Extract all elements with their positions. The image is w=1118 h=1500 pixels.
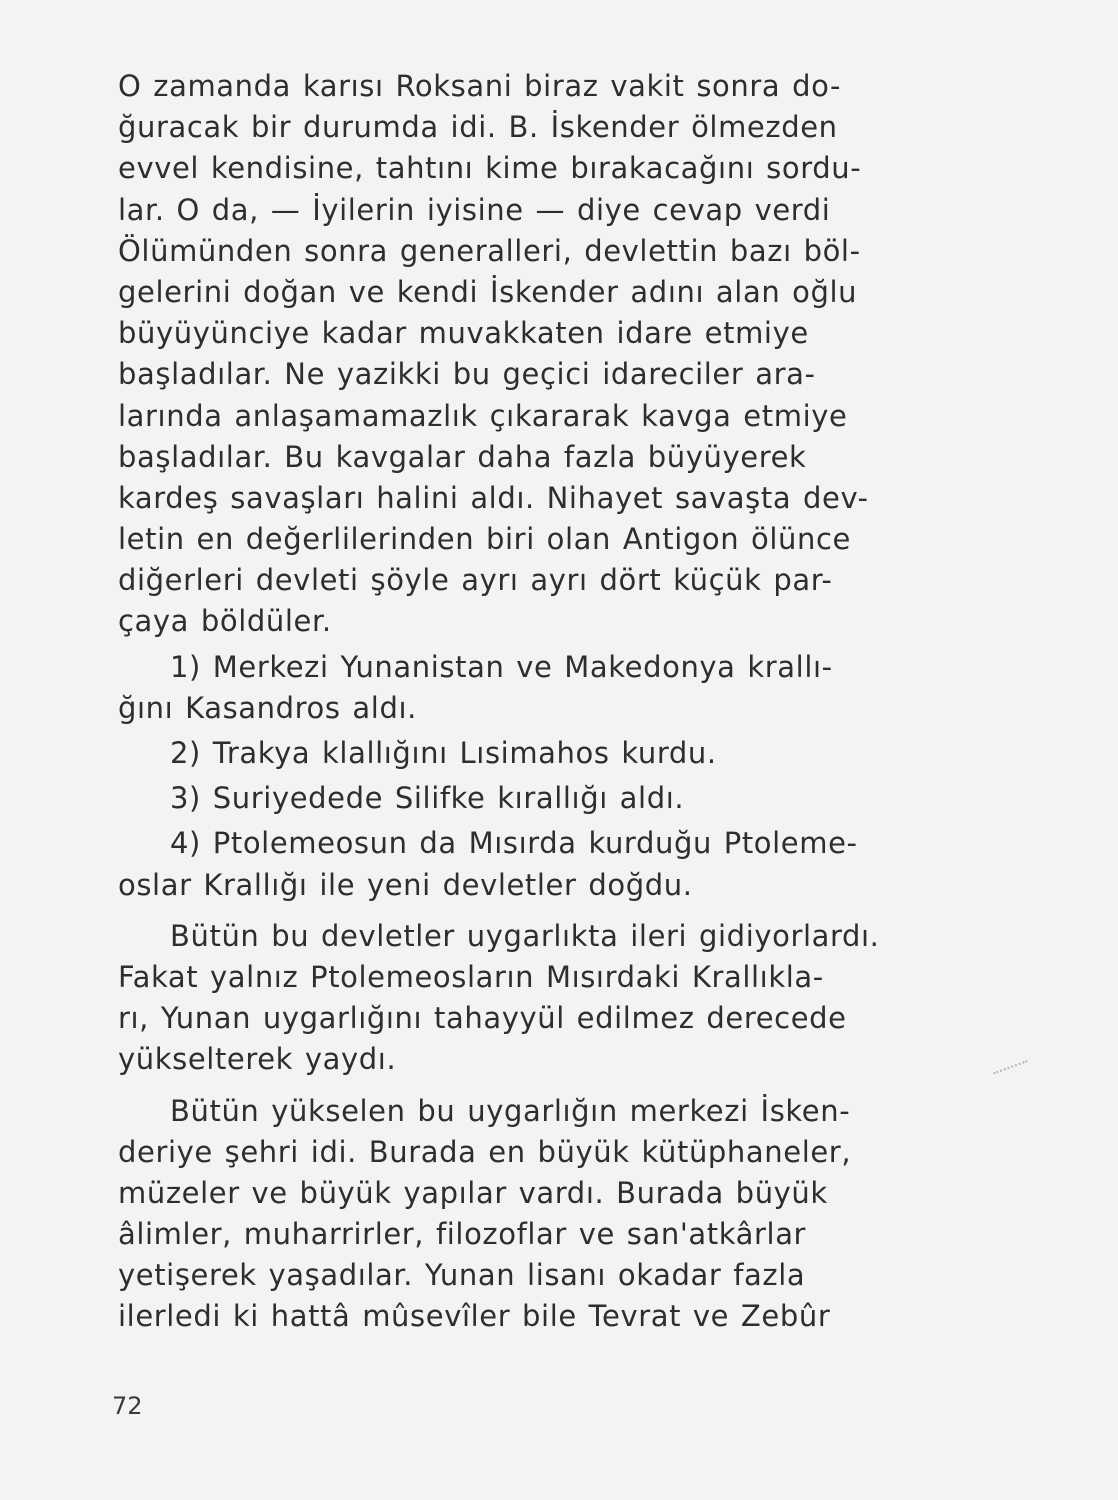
page-number: 72: [112, 1392, 143, 1420]
text-line: başladılar. Ne yazikki bu geçici idareciler ara-: [118, 357, 816, 392]
text-line: rı, Yunan uygarlığını tahayyül edilmez derecede: [118, 1001, 847, 1036]
list-item-line: ğını Kasandros aldı.: [118, 690, 417, 725]
body-text: [118, 66, 1018, 1338]
text-line: letin en değerlilerinden biri olan Antigon ölünce: [118, 522, 851, 557]
list-item-line: 4) Ptolemeosun da Mısırda kurduğu Ptoleme-: [170, 826, 858, 861]
list-item-line: 1) Merkezi Yunanistan ve Makedonya krallı-: [170, 649, 833, 684]
text-line: diğerleri devleti şöyle ayrı ayrı dört küçük par-: [118, 563, 833, 598]
text-line: larında anlaşamamazlık çıkararak kavga etmiye: [118, 398, 848, 433]
text-line: O zamanda karısı Roksani biraz vakit sonra do-: [118, 69, 842, 103]
text-line: lar. O da, — İyilerin iyisine — diye cevap verdi: [118, 192, 831, 227]
text-line: âlimler, muharrirler, filozoflar ve san'atkârlar: [118, 1217, 807, 1252]
text-line: deriye şehri idi. Burada en büyük kütüphaneler,: [118, 1134, 852, 1169]
text-line: kardeş savaşları halini aldı. Nihayet savaşta dev-: [118, 480, 869, 515]
list-item-line: oslar Krallığı ile yeni devletler doğdu.: [118, 867, 693, 902]
text-line: yükselterek yaydı.: [118, 1042, 397, 1077]
text-line: Ölümünden sonra generalleri, devlettin bazı böl-: [118, 233, 861, 268]
list-item-line: 2) Trakya klallığını Lısimahos kurdu.: [170, 736, 717, 770]
text-line: ğuracak bir durumda idi. B. İskender ölmezden: [118, 110, 838, 145]
text-line: evvel kendisine, tahtını kime bırakacağını sordu-: [118, 151, 862, 186]
text-line: Bütün yükselen bu uygarlığın merkezi İsken-: [170, 1093, 851, 1128]
text-line: büyüyünciye kadar muvakkaten idare etmiye: [118, 316, 809, 351]
text-line: ilerledi ki hattâ mûsevîler bile Tevrat ve Zebûr: [118, 1299, 831, 1334]
text-line: Fakat yalnız Ptolemeosların Mısırdaki Krallıkla-: [118, 959, 824, 994]
text-line: müzeler ve büyük yapılar vardı. Burada büyük: [118, 1175, 828, 1210]
text-line: başladılar. Bu kavgalar daha fazla büyüyerek: [118, 439, 807, 474]
text-line: çaya böldüler.: [118, 604, 332, 639]
text-line: gelerini doğan ve kendi İskender adını alan oğlu: [118, 274, 858, 309]
text-line: Bütün bu devletler uygarlıkta ileri gidiyorlardı.: [170, 918, 880, 953]
list-item-line: 3) Suriyedede Silifke kırallığı aldı.: [170, 781, 685, 816]
text-line: yetişerek yaşadılar. Yunan lisanı okadar fazla: [118, 1258, 806, 1293]
